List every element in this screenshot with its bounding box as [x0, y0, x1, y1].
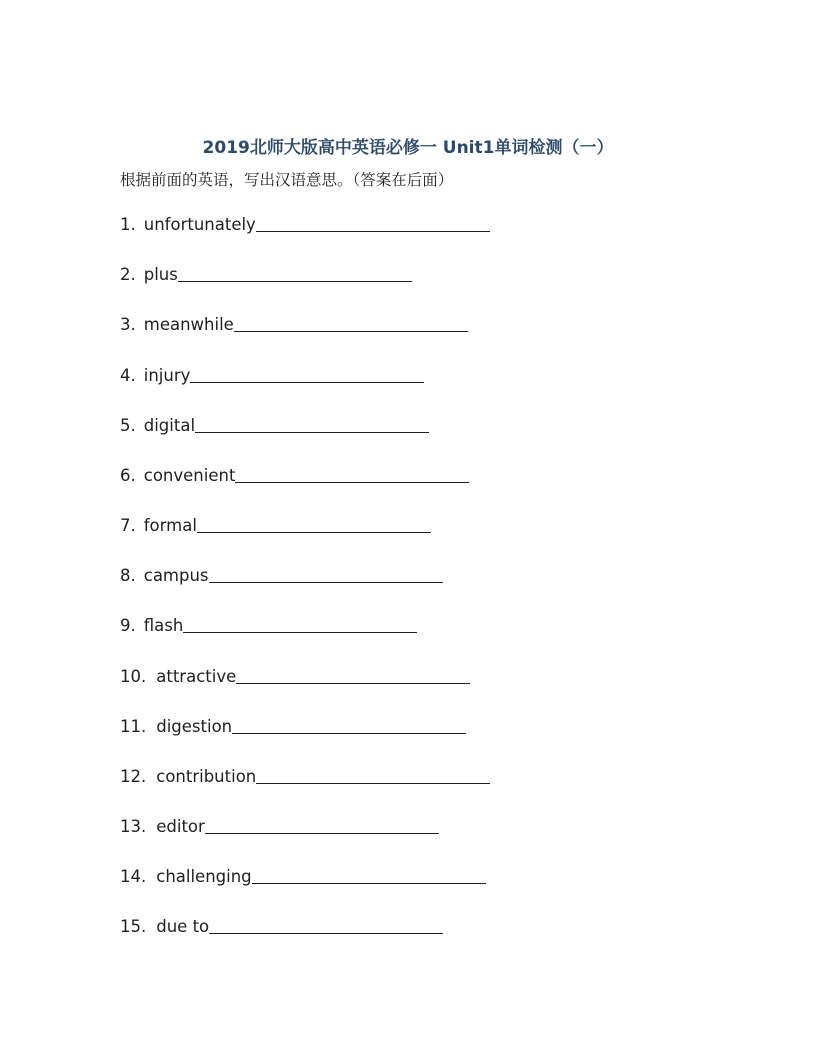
- item-word: contribution: [156, 767, 257, 786]
- item-word: formal: [143, 516, 197, 535]
- item-word: flash: [143, 616, 184, 635]
- vocab-item: [120, 763, 490, 787]
- item-word: editor: [156, 817, 205, 836]
- item-number: 3.: [120, 315, 136, 334]
- instructions-text: 根据前面的英语，写出汉语意思。（答案在后面）: [120, 171, 454, 189]
- vocab-item: [120, 562, 443, 586]
- answer-blank[interactable]: [234, 313, 468, 332]
- vocab-item: [120, 512, 431, 536]
- item-word: meanwhile: [143, 315, 234, 334]
- item-word: due to: [156, 917, 210, 936]
- item-word: campus: [143, 566, 209, 585]
- item-number: 11.: [120, 717, 147, 736]
- item-word: digital: [143, 416, 196, 435]
- item-number: 7.: [120, 516, 136, 535]
- document-title: 2019北师大版高中英语必修一 Unit1单词检测（一）: [202, 138, 614, 158]
- answer-blank[interactable]: [205, 815, 439, 834]
- answer-blank[interactable]: [252, 865, 486, 884]
- answer-blank[interactable]: [235, 464, 469, 483]
- answer-blank[interactable]: [236, 665, 470, 684]
- answer-blank[interactable]: [183, 614, 417, 633]
- answer-blank[interactable]: [256, 213, 490, 232]
- item-word: digestion: [156, 717, 233, 736]
- vocab-item: [120, 663, 470, 687]
- vocab-item: [120, 813, 439, 837]
- answer-blank[interactable]: [256, 765, 490, 784]
- answer-blank[interactable]: [195, 414, 429, 433]
- answer-blank[interactable]: [232, 715, 466, 734]
- item-number: 10.: [120, 667, 147, 686]
- item-number: 5.: [120, 416, 136, 435]
- vocab-item: [120, 211, 490, 235]
- item-number: 8.: [120, 566, 136, 585]
- item-word: injury: [143, 366, 191, 385]
- item-number: 9.: [120, 616, 136, 635]
- answer-blank[interactable]: [209, 915, 443, 934]
- item-number: 12.: [120, 767, 147, 786]
- vocab-item: [120, 362, 424, 386]
- item-word: plus: [143, 265, 178, 284]
- item-number: 2.: [120, 265, 136, 284]
- answer-blank[interactable]: [178, 263, 412, 282]
- item-number: 6.: [120, 466, 136, 485]
- item-word: unfortunately: [143, 215, 256, 234]
- vocab-item: [120, 412, 429, 436]
- item-number: 1.: [120, 215, 136, 234]
- item-word: convenient: [143, 466, 236, 485]
- vocab-item: [120, 261, 412, 285]
- item-number: 14.: [120, 867, 147, 886]
- vocab-item: [120, 612, 417, 636]
- item-number: 15.: [120, 917, 147, 936]
- answer-blank[interactable]: [209, 564, 443, 583]
- item-word: attractive: [156, 667, 237, 686]
- vocab-item: [120, 311, 468, 335]
- item-word: challenging: [156, 867, 252, 886]
- vocab-item: [120, 713, 466, 737]
- item-number: 13.: [120, 817, 147, 836]
- answer-blank[interactable]: [190, 364, 424, 383]
- answer-blank[interactable]: [197, 514, 431, 533]
- vocab-item: [120, 913, 443, 937]
- vocab-item: [120, 462, 469, 486]
- item-number: 4.: [120, 366, 136, 385]
- vocab-item: [120, 863, 486, 887]
